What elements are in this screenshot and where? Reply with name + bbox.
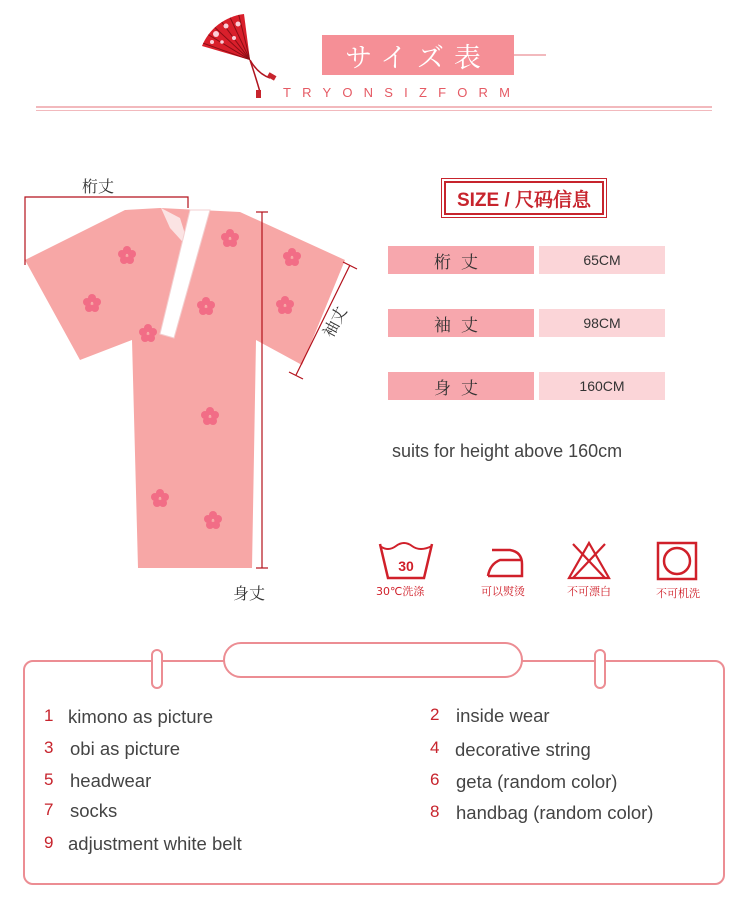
list-item: inside wear	[456, 705, 550, 726]
iron-icon	[482, 544, 528, 580]
size-row-label: 身丈	[388, 372, 534, 400]
list-item: headwear	[70, 770, 152, 791]
list-item: handbag (random color)	[456, 802, 654, 823]
size-row-value: 65CM	[539, 246, 665, 274]
header-divider	[36, 110, 712, 111]
box-clip-right	[594, 649, 606, 689]
list-item: decorative string	[455, 739, 591, 760]
item-number: 1	[44, 706, 54, 725]
box-header-tab	[223, 642, 523, 678]
list-item: adjustment white belt	[68, 833, 242, 854]
list-item: obi as picture	[70, 738, 181, 759]
wash-temp-text: 30	[398, 558, 414, 574]
size-table-title: SIZE / 尺码信息	[444, 181, 604, 215]
list-item: geta (random color)	[456, 771, 618, 792]
header-divider	[36, 106, 712, 108]
care-label: 不可机洗	[656, 587, 700, 600]
care-label: 30℃洗涤	[376, 585, 425, 598]
body-length-label: 身丈	[233, 584, 266, 603]
box-clip-left	[151, 649, 163, 689]
item-number: 4	[430, 738, 440, 757]
item-number: 9	[44, 833, 54, 852]
page-subtitle: TRYONSIZFORM	[283, 85, 522, 100]
size-row-value: 98CM	[539, 309, 665, 337]
header-divider	[514, 54, 546, 56]
sleeve-length-label: 袖丈	[318, 303, 351, 341]
item-number: 6	[430, 770, 440, 789]
list-item: kimono as picture	[68, 706, 213, 727]
item-number: 3	[44, 738, 54, 757]
item-number: 2	[430, 705, 440, 724]
care-label: 不可漂白	[567, 585, 611, 598]
sleeve-span-label: 桁丈	[82, 177, 115, 196]
size-row-label: 桁丈	[388, 246, 534, 274]
item-number: 7	[44, 800, 54, 819]
size-row-value: 160CM	[539, 372, 665, 400]
page-title: サイズ表	[322, 35, 514, 75]
care-label: 可以熨烫	[481, 585, 525, 598]
size-row-label: 袖丈	[388, 309, 534, 337]
list-item: socks	[70, 800, 118, 821]
folding-fan-icon	[198, 12, 290, 100]
kimono-diagram	[20, 190, 370, 580]
no-bleach-icon	[567, 540, 611, 580]
wash-30-icon	[376, 540, 436, 582]
item-number: 5	[44, 770, 54, 789]
item-number: 8	[430, 802, 440, 821]
height-note: suits for height above 160cm	[392, 441, 623, 461]
no-tumble-dry-icon	[656, 541, 698, 581]
